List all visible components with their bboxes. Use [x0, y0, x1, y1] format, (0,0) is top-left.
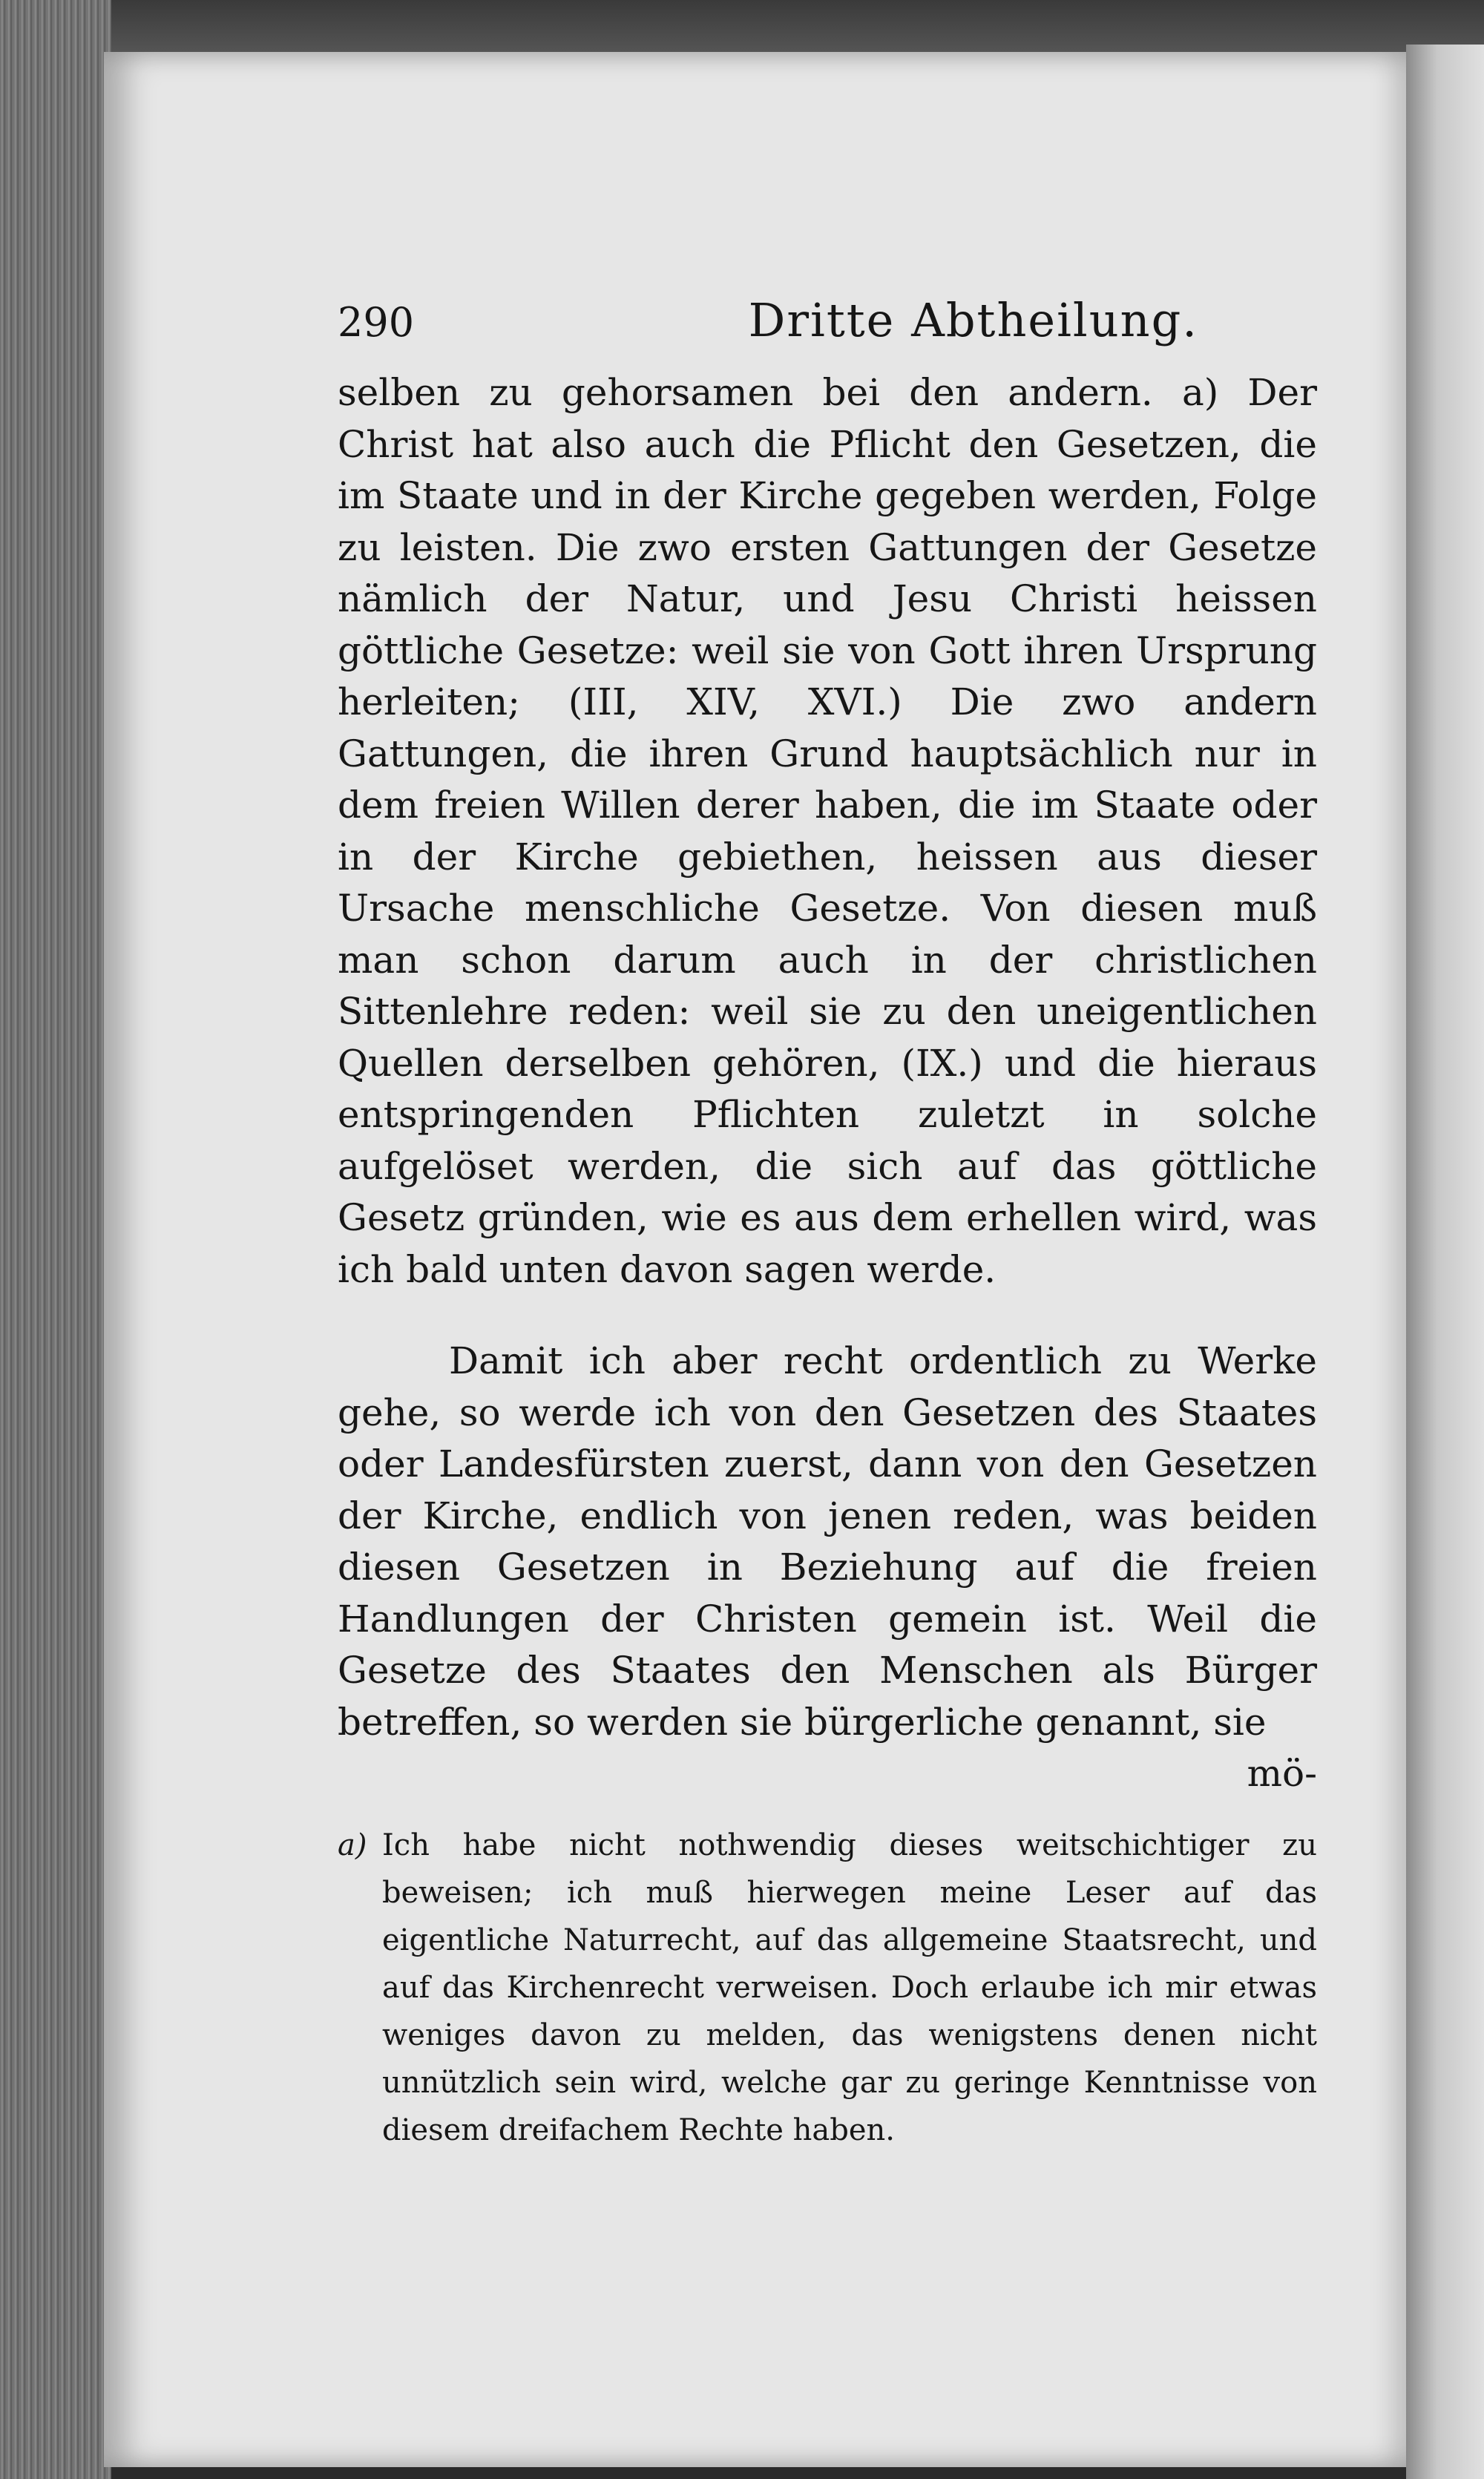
- footnote-text: Ich habe nicht nothwendig dieses weitschichtiger zu beweisen; ich muß hierwegen meine Leser auf das eigentliche Naturrecht, auf das allgemeine Staatsrecht, und auf das Kirchenrecht verweisen. Doch erlaube ich mir etwas weniges davon zu melden, das wenigstens denen nicht unnützlich sein wird, welche gar zu geringe Kenntnisse von diesem dreifachem Rechte haben.: [382, 1828, 1317, 2147]
- main-text: [338, 367, 1317, 1748]
- running-head: Dritte Abtheilung.: [748, 293, 1198, 347]
- page-content: [338, 293, 1317, 2154]
- page-header: [338, 293, 1317, 367]
- next-page-edge: [1406, 45, 1484, 2479]
- footnote-marker: a): [338, 1828, 367, 1862]
- page-number: 290: [338, 299, 415, 346]
- book-left-edge: [0, 0, 111, 2479]
- book-top-edge: [0, 0, 1484, 59]
- paragraph-2: Damit ich aber recht ordentlich zu Werke gehe, so werde ich von den Gesetzen des Staates oder Landesfürsten zuerst, dann von den Gesetzen der Kirche, endlich von jenen reden, was beiden diesen Gesetzen in Beziehung auf die freien Handlungen der Christen gemein ist. Weil die Gesetze des Staates den Menschen als Bürger betreffen, so werden sie bürgerliche genannt, sie: [338, 1339, 1317, 1744]
- paragraph-1: selben zu gehorsamen bei den andern. a) Der Christ hat also auch die Pflicht den Gesetzen, die im Staate und in der Kirche gegeben werden, Folge zu leisten. Die zwo ersten Gattungen der Gesetze nämlich der Natur, und Jesu Christi heissen göttliche Gesetze: weil sie von Gott ihren Ursprung herleiten; (III, XIV, XVI.) Die zwo andern Gattungen, die ihren Grund hauptsächlich nur in dem freien Willen derer haben, die im Staate oder in der Kirche gebiethen, heissen aus dieser Ursache menschliche Gesetze. Von diesen muß man schon darum auch in der christlichen Sittenlehre reden: weil sie zu den uneigentlichen Quellen derselben gehören, (IX.) und die hieraus entspringenden Pflichten zuletzt in solche aufgelöset werden, die sich auf das göttliche Gesetz gründen, wie es aus dem erhellen wird, was ich bald unten davon sagen werde.: [338, 371, 1317, 1291]
- footnote: [338, 1822, 1317, 2154]
- catchword: mö-: [1247, 1752, 1317, 1795]
